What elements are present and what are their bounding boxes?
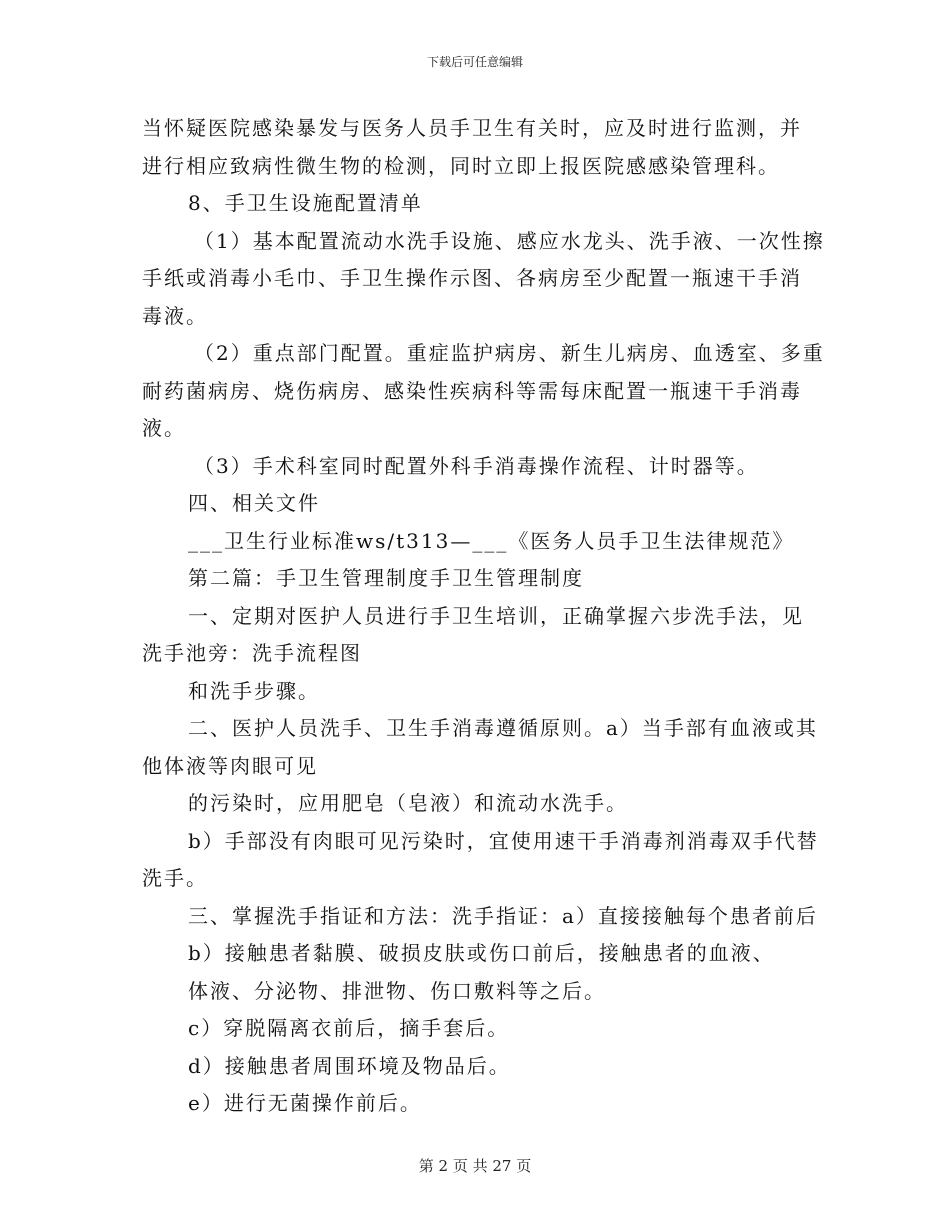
body-line: （3）手术科室同时配置外科手消毒操作流程、计时器等。 [194,453,759,478]
body-line: 三、掌握洗手指证和方法：洗手指证：a）直接接触每个患者前后 [188,903,818,928]
body-line: 进行相应致病性微生物的检测，同时立即上报医院感感染管理科。 [142,153,780,178]
page-number: 第 2 页 共 27 页 [418,1157,532,1175]
body-line: d）接触患者周围环境及物品后。 [188,1053,511,1078]
body-line: 和洗手步骤。 [188,678,320,703]
body-line: e）进行无菌操作前后。 [188,1091,422,1115]
body-line: 二、医护人员洗手、卫生手消毒遵循原则。a）当手部有血液或其 [188,716,818,740]
body-line: 当怀疑医院感染暴发与医务人员手卫生有关时，应及时进行监测，并 [142,116,802,140]
body-line: 第二篇：手卫生管理制度手卫生管理制度 [188,566,584,590]
body-line: 耐药菌病房、烧伤病房、感染性疾病科等需每床配置一瓶速干手消毒 [142,378,802,403]
body-line: 四、相关文件 [188,491,320,515]
body-line: c）穿脱隔离衣前后，摘手套后。 [188,1016,510,1040]
body-line: （1）基本配置流动水洗手设施、感应水龙头、洗手液、一次性擦 [194,228,825,253]
document-body [142,110,825,1123]
body-line: b）手部没有肉眼可见污染时，宜使用速干手消毒剂消毒双手代替 [188,828,819,853]
header-note: 下载后可任意编辑 [426,55,523,69]
body-line: 8、手卫生设施配置清单 [188,191,423,215]
body-line: 体液、分泌物、排泄物、伤口敷料等之后。 [188,978,606,1003]
body-line: ___卫生行业标准ws/t313—___《医务人员手卫生法律规范》 [188,528,795,553]
body-line: 洗手。 [142,866,208,890]
body-line: 一、定期对医护人员进行手卫生培训，正确掌握六步洗手法，见 [188,603,804,628]
body-line: 手纸或消毒小毛巾、手卫生操作示图、各病房至少配置一瓶速干手消 [142,266,802,290]
body-line: 毒液。 [142,303,208,328]
body-line: 的污染时，应用肥皂（皂液）和流动水洗手。 [188,791,628,815]
body-line: 洗手池旁：洗手流程图 [142,641,362,665]
body-line: 他体液等肉眼可见 [142,753,318,778]
body-line: （2）重点部门配置。重症监护病房、新生儿病房、血透室、多重 [194,341,825,365]
body-line: 液。 [142,416,186,440]
body-line: b）接触患者黏膜、破损皮肤或伤口前后，接触患者的血液、 [188,941,775,965]
